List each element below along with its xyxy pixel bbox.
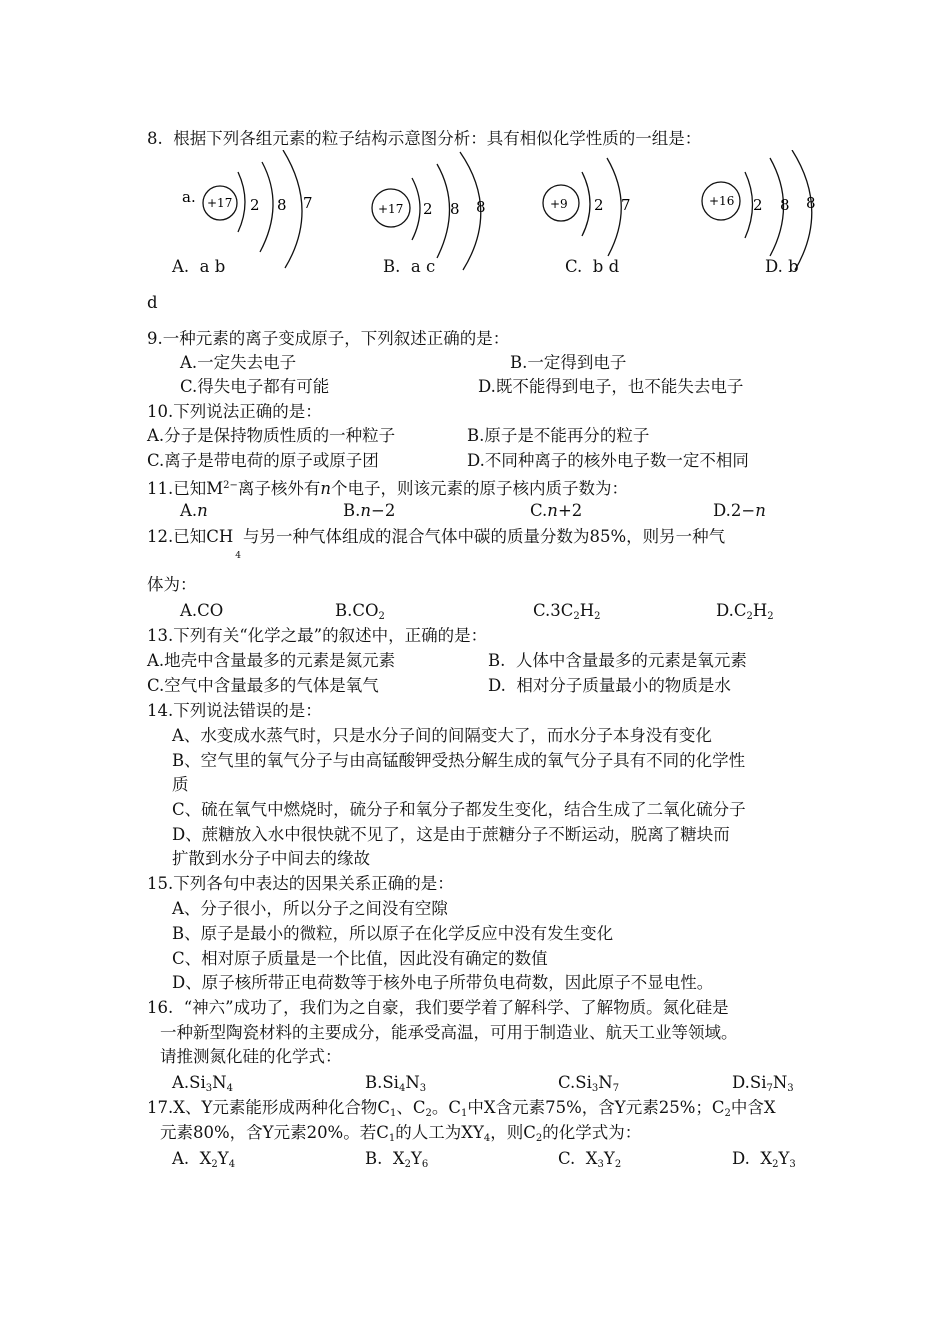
q9-option-d: D.既不能得到电子，也不能失去电子	[478, 377, 744, 396]
q10-option-a: A.分子是保持物质性质的一种粒子	[147, 426, 396, 445]
q8-option-wrap: d	[147, 293, 158, 312]
q8-stem: 8. 根据下列各组元素的粒子结构示意图分析：具有相似化学性质的一组是：	[147, 129, 702, 148]
q13-option-b: B. 人体中含量最多的元素是氧元素	[488, 651, 747, 670]
atom-a-label: a.	[182, 188, 196, 206]
q13-option-c: C.空气中含量最多的气体是氧气	[147, 676, 379, 695]
q11-option-a: A.n	[180, 501, 208, 520]
q17-line1: 17.X、Y元素能形成两种化合物$C_1$、$C_2$。$C_1$中X含元素75%，含Y元素25%；$C_2$中含X	[147, 1098, 776, 1119]
q9-stem: 9.一种元素的离子变成原子，下列叙述正确的是：	[147, 329, 510, 348]
atom-d-shell1: 2	[753, 196, 763, 214]
q15-option-b: B、原子是最小的微粒，所以原子在化学反应中没有发生变化	[172, 924, 614, 943]
q14-option-d-line2: 扩散到水分子中间去的缘故	[172, 849, 370, 868]
q10-option-b: B.原子是不能再分的粒子	[467, 426, 650, 445]
atom-b-nucleus: +17	[378, 202, 404, 216]
atom-d-nucleus: +16	[709, 194, 735, 208]
atom-d-shell2: 8	[780, 196, 790, 214]
q9-option-a: A.一定失去电子	[180, 353, 297, 372]
q9-option-b: B.一定得到电子	[510, 353, 627, 372]
atom-b-shell2: 8	[450, 200, 460, 218]
q16-option-d: $D.Si_7N_3$	[732, 1073, 794, 1094]
atom-c-nucleus: +9	[550, 197, 568, 211]
q16-option-c: $C.Si_3N_7$	[558, 1073, 620, 1094]
atom-structure-diagrams	[0, 150, 950, 300]
q16-line1: 16. “神六”成功了，我们为之自豪，我们要学着了解科学、了解物质。氮化硅是	[147, 998, 729, 1017]
atom-a-nucleus: +17	[207, 196, 233, 210]
q16-option-b: $B.Si_4N_3$	[365, 1073, 427, 1094]
q14-option-b-line2: 质	[172, 775, 189, 794]
q11-option-b: B.n−2	[343, 501, 396, 520]
q17-option-d: D. $X_2Y_3$	[732, 1149, 796, 1170]
q9-option-c: C.得失电子都有可能	[180, 377, 330, 396]
atom-a-shell1: 2	[250, 196, 260, 214]
q10-option-c: C.离子是带电荷的原子或原子团	[147, 451, 379, 470]
atom-b-shell1: 2	[423, 200, 433, 218]
q14-option-d-line1: D、蔗糖放入水中很快就不见了，这是由于蔗糖分子不断运动，脱离了糖块而	[172, 825, 730, 844]
q12-stem: 12.已知$CH_4$与另一种气体组成的混合气体中碳的质量分数为85%，则另一种气	[147, 527, 726, 561]
q16-option-a: $A.Si_3N_4$	[172, 1073, 233, 1094]
q17-option-c: C. $X_3Y_2$	[558, 1149, 622, 1170]
atom-d-shell3: 8	[806, 194, 816, 212]
q15-option-d: D、原子核所带正电荷数等于核外电子所带负电荷数，因此原子不显电性。	[172, 973, 714, 992]
atom-b-shell3: 8	[476, 198, 486, 216]
q8-option-a: A. a b	[172, 257, 226, 276]
q17-option-b: B. $X_2Y_6$	[365, 1149, 429, 1170]
q15-option-c: C、相对原子质量是一个比值，因此没有确定的数值	[172, 949, 548, 968]
q11-stem: 11.已知$M^{2-}$离子核外有n个电子，则该元素的原子核内质子数为：	[147, 479, 629, 498]
q14-stem: 14.下列说法错误的是：	[147, 701, 322, 720]
q12-option-a: A.CO	[180, 601, 224, 620]
q14-option-a: A、水变成水蒸气时，只是水分子间的间隔变大了，而水分子本身没有变化	[172, 726, 712, 745]
q8-option-d: D. b	[765, 257, 799, 276]
atom-a-shell2: 8	[277, 196, 287, 214]
q16-line2: 一种新型陶瓷材料的主要成分，能承受高温，可用于制造业、航天工业等领域。	[160, 1023, 738, 1042]
q15-option-a: A、分子很小，所以分子之间没有空隙	[172, 899, 448, 918]
q12-option-c: $C.3C_2H_2$	[533, 601, 601, 622]
atom-a-shell3: 7	[303, 194, 313, 212]
atom-c-shell1: 2	[594, 196, 604, 214]
q15-stem: 15.下列各句中表达的因果关系正确的是：	[147, 874, 454, 893]
q12-option-d: $D.C_2H_2$	[716, 601, 774, 622]
q8-option-b: B. a c	[383, 257, 436, 276]
q8-option-c: C. b d	[565, 257, 620, 276]
atom-c-shell2: 7	[621, 196, 631, 214]
q13-option-d: D. 相对分子质量最小的物质是水	[488, 676, 731, 695]
q12-option-b: $B.CO_2$	[335, 601, 385, 622]
q13-option-a: A.地壳中含量最多的元素是氮元素	[147, 651, 396, 670]
q14-option-c: C、硫在氧气中燃烧时，硫分子和氧分子都发生变化，结合生成了二氧化硫分子	[172, 800, 746, 819]
q14-option-b-line1: B、空气里的氧气分子与由高锰酸钾受热分解生成的氧气分子具有不同的化学性	[172, 751, 746, 770]
q17-option-a: A. $X_2Y_4$	[172, 1149, 236, 1170]
q17-line2: 元素80%，含Y元素20%。若$C_1$的人工为$XY_4$，则$C_2$的化学式为：	[160, 1123, 642, 1144]
q10-stem: 10.下列说法正确的是：	[147, 402, 322, 421]
q12-stem-wrap: 体为：	[147, 575, 197, 594]
q11-option-c: C.n+2	[530, 501, 583, 520]
q16-line3: 请推测氮化硅的化学式：	[160, 1047, 342, 1066]
q13-stem: 13.下列有关“化学之最”的叙述中，正确的是：	[147, 626, 488, 645]
q10-option-d: D.不同种离子的核外电子数一定不相同	[467, 451, 749, 470]
q11-option-d: D.2−n	[713, 501, 766, 520]
